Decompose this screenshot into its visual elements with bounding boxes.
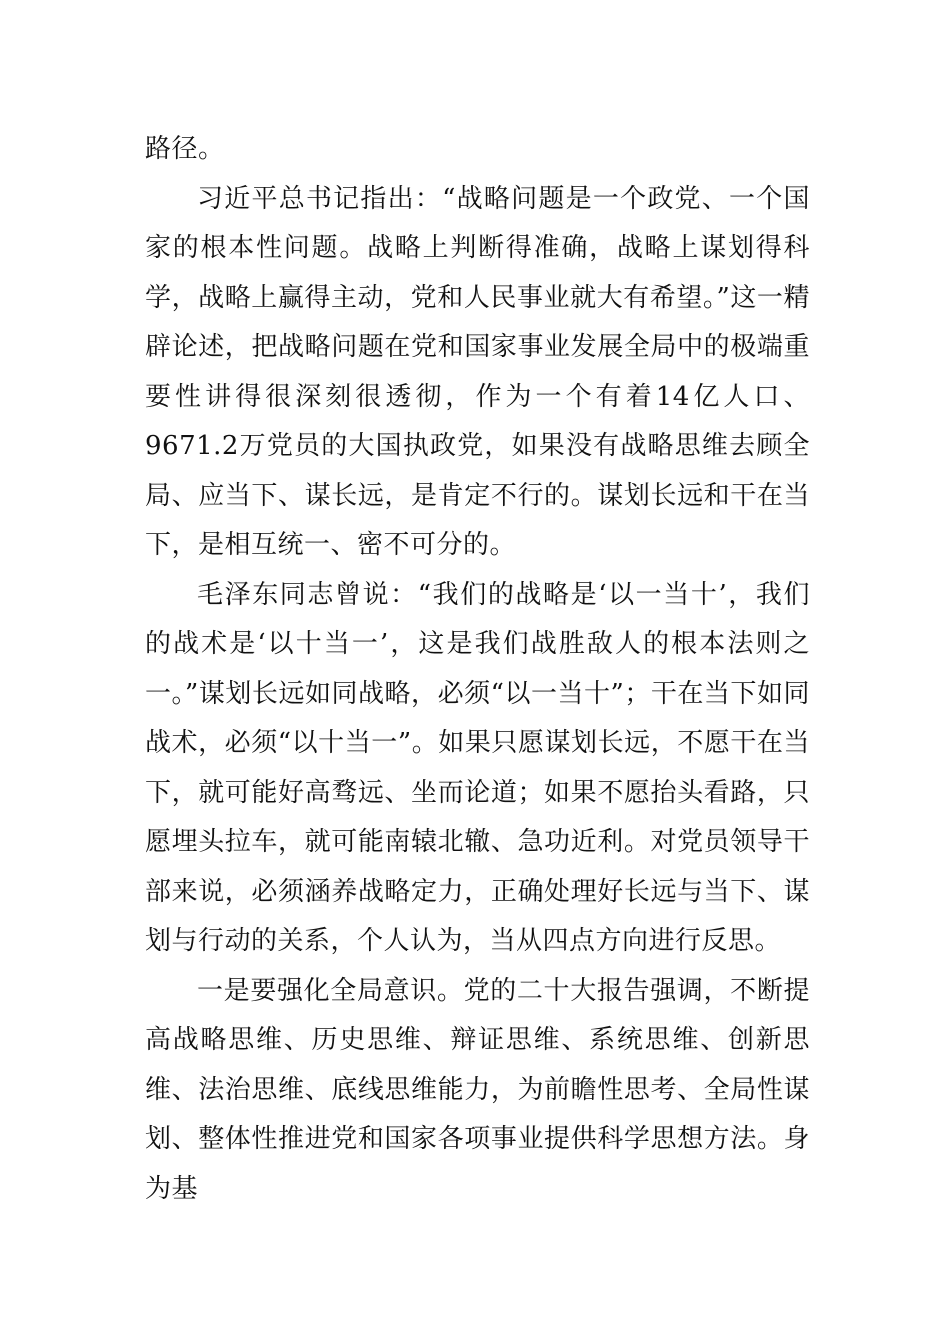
paragraph-continuation: 路径。 <box>145 134 225 164</box>
body-text <box>145 125 810 1214</box>
paragraph-strategy-quote: 习近平总书记指出：“战略问题是一个政党、一个国家的根本性问题。战略上判断得准确，战略上谋划得科学，战略上赢得主动，党和人民事业就大有希望。”这一精辟论述，把战略问题在党和国家事业发展全局中的极端重要性讲得很深刻很透彻，作为一个有着14亿人口、9671.2万党员的大国执政党，如果没有战略思维去顾全局、应当下、谋长远，是肯定不行的。谋划长远和干在当下，是相互统一、密不可分的。 <box>145 183 810 560</box>
paragraph-mao-quote: 毛泽东同志曾说：“我们的战略是‘以一当十’，我们的战术是‘以十当一’，这是我们战胜敌人的根本法则之一。”谋划长远如同战略，必须“以一当十”；干在当下如同战术，必须“以十当一”。如果只愿谋划长远，不愿干在当下，就可能好高骛远、坐而论道；如果不愿抬头看路，只愿埋头拉车，就可能南辕北辙、急功近利。对党员领导干部来说，必须涵养战略定力，正确处理好长远与当下、谋划与行动的关系，个人认为，当从四点方向进行反思。 <box>145 579 810 956</box>
paragraph-global-awareness: 一是要强化全局意识。党的二十大报告强调，不断提高战略思维、历史思维、辩证思维、系统思维、创新思维、法治思维、底线思维能力，为前瞻性思考、全局性谋划、整体性推进党和国家各项事业提供科学思想方法。身为基 <box>145 975 810 1204</box>
